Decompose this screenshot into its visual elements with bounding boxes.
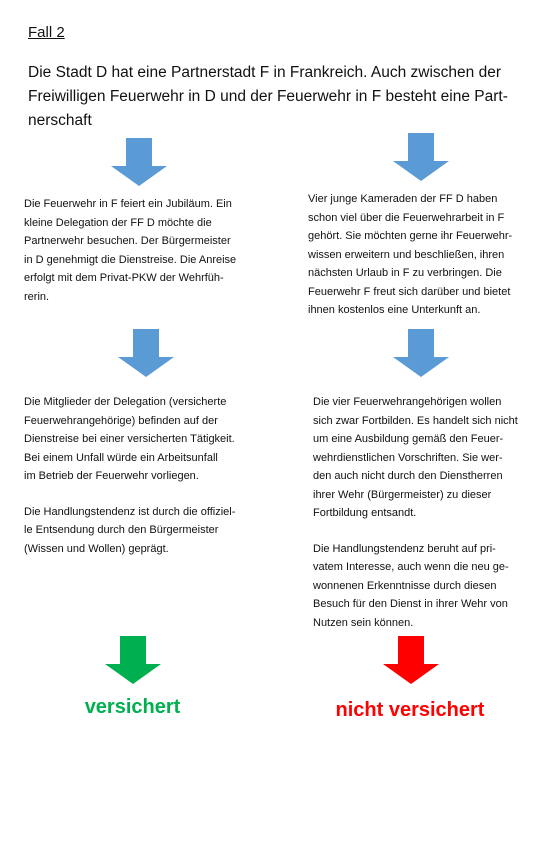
- insured-arrow-icon: [105, 636, 161, 684]
- right-scenario-text: Vier junge Kameraden der FF D haben schon viel über die Feuerwehrarbeit in F gehört. Sie möchten gerne ihr Feuerwehr- wissen erweitern und beschließen, ihren nächsten Urlaub in F zu verbringen. Die Feuerwehr F freut sich darüber und bietet ihnen kostenlos eine Unterkunft an.: [308, 193, 513, 316]
- case-intro: Die Stadt D hat eine Partnerstadt F in Frankreich. Auch zwischen der Freiwilligen Feuerwehr in D und der Feuerwehr in F besteht eine Part-nerschaft: [28, 64, 508, 129]
- not-insured-arrow-icon: [383, 636, 439, 684]
- result-not-insured: nicht versichert: [335, 699, 485, 721]
- right-analysis-text: Die vier Feuerwehrangehörigen wollen sich zwar Fortbilden. Es handelt sich nicht um eine Ausbildung gemäß den Feuer- wehrdienstlichen Vorschriften. Sie wer- den auch nicht durch den Dienstherren ihrer Wehr (Bürgermeister) zu dieser Fortbildung entsandt.: [313, 396, 518, 519]
- right-column-analysis: [313, 393, 553, 632]
- left-down-arrow-icon-1: [111, 138, 167, 186]
- right-down-arrow-icon-1: [393, 133, 449, 181]
- right-tendency-text: Die Handlungstendenz beruht auf pri- vatem Interesse, auch wenn die neu ge- wonnenen Erkenntnisse durch diesen Besuch für den Dienst in ihrer Wehr von Nutzen sein können.: [313, 542, 509, 629]
- left-analysis-text: Die Mitglieder der Delegation (versicherte Feuerwehrangehörige) befinden auf der Dienstreise bei einer versicherten Tätigkeit. Bei einem Unfall würde ein Arbeitsunfall im Betrieb der Feuerwehr vorliegen.: [24, 396, 235, 482]
- right-column-scenario: [308, 190, 553, 320]
- case-heading: Fall 2: [28, 24, 65, 41]
- left-column-analysis: [24, 393, 289, 558]
- left-tendency-text: Die Handlungstendenz ist durch die offiziel- le Entsendung durch den Bürgermeister (Wissen und Wollen) geprägt.: [24, 505, 236, 555]
- result-insured: versichert: [84, 696, 181, 718]
- left-scenario-text: Die Feuerwehr in F feiert ein Jubiläum. Ein kleine Delegation der FF D möchte die Partnerwehr besuchen. Der Bürgermeister in D genehmigt die Dienstreise. Die Anreise erfolgt mit dem Privat-PKW der Wehrfüh- rerin.: [24, 198, 237, 303]
- left-column-scenario: [24, 195, 284, 306]
- left-down-arrow-icon-2: [118, 329, 174, 377]
- right-down-arrow-icon-2: [393, 329, 449, 377]
